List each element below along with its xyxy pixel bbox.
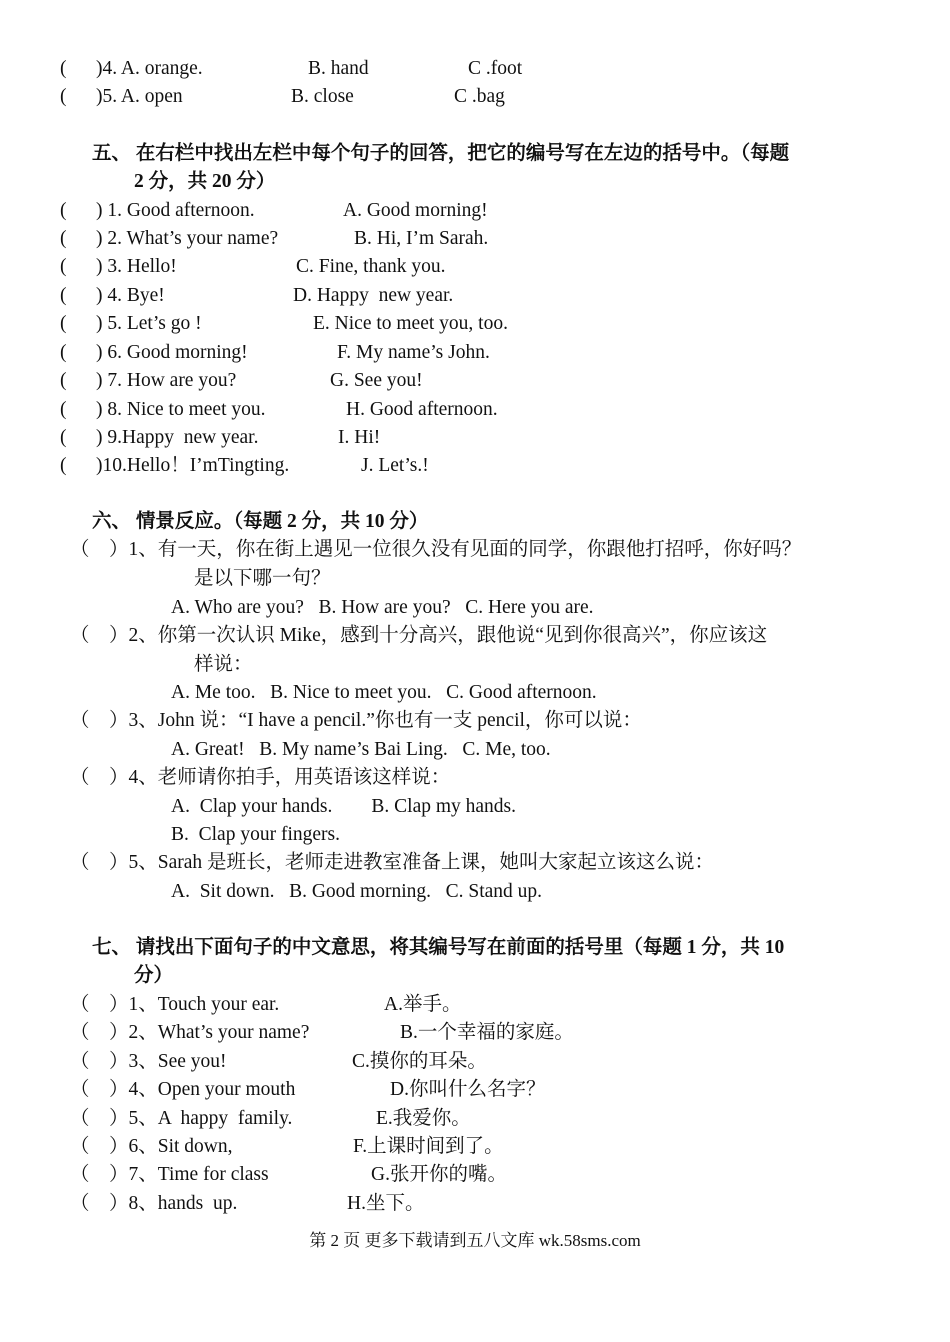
section-7-title: 七、 请找出下面句子的中文意思，将其编号写在前面的括号里（每题 1 分，共 10 [92, 937, 785, 958]
left-sentence: ) 1. Good afternoon. [96, 200, 255, 221]
right-answer: G. See you! [330, 370, 423, 391]
option-b: B. hand [308, 58, 369, 79]
left-sentence: ) 8. Nice to meet you. [96, 399, 266, 420]
paren: ( [60, 285, 67, 306]
left-sentence: （ ）5、A happy family. [70, 1108, 293, 1129]
left-sentence: ) 5. Let’s go ! [96, 313, 202, 334]
question-text: )4. A. orange. [96, 58, 203, 79]
left-sentence: ) 7. How are you? [96, 370, 237, 391]
question-2-cont: 样说： [194, 654, 253, 675]
left-sentence: ) 6. Good morning! [96, 342, 248, 363]
right-meaning: H.坐下。 [347, 1193, 425, 1214]
question-2-options: A. Me too. B. Nice to meet you. C. Good afternoon. [171, 682, 597, 703]
paren: ( [60, 342, 67, 363]
right-answer: D. Happy new year. [293, 285, 454, 306]
question-5-options: A. Sit down. B. Good morning. C. Stand up. [171, 881, 543, 902]
left-sentence: ) 2. What’s your name? [96, 228, 279, 249]
paren: ( [60, 370, 67, 391]
question-2: （ ）2、你第一次认识 Mike，感到十分高兴，跟他说“见到你很高兴”，你应该这 [70, 625, 768, 646]
paren: ( [60, 427, 67, 448]
question-3: （ ）3、John 说：“I have a pencil.”你也有一支 pencil，你可以说： [70, 710, 642, 731]
page-footer: 第 2 页 更多下载请到五八文库 wk.58sms.com [309, 1231, 641, 1250]
section-5-title-cont: 2 分，共 20 分） [134, 171, 276, 192]
left-sentence: ) 9.Happy new year. [96, 427, 259, 448]
section-7-title-cont: 分） [134, 965, 174, 986]
right-meaning: F.上课时间到了。 [353, 1136, 504, 1157]
question-4-options-cont: B. Clap your fingers. [171, 824, 340, 845]
right-meaning: E.我爱你。 [376, 1108, 471, 1129]
question-5: （ ）5、Sarah 是班长，老师走进教室准备上课，她叫大家起立该这么说： [70, 852, 715, 873]
left-sentence: （ ）7、Time for class [70, 1164, 269, 1185]
right-answer: H. Good afternoon. [346, 399, 498, 420]
option-c: C .foot [468, 58, 523, 79]
right-answer: C. Fine, thank you. [296, 256, 446, 277]
question-1-cont: 是以下哪一句？ [194, 568, 331, 589]
section-6-title: 六、 情景反应。（每题 2 分，共 10 分） [92, 511, 429, 532]
right-meaning: A.举手。 [384, 994, 462, 1015]
left-sentence: （ ）1、Touch your ear. [70, 994, 280, 1015]
left-sentence: （ ）3、See you! [70, 1051, 227, 1072]
question-1-options: A. Who are you? B. How are you? C. Here you are. [171, 597, 594, 618]
right-answer: F. My name’s John. [337, 342, 490, 363]
right-meaning: G.张开你的嘴。 [371, 1164, 507, 1185]
left-sentence: （ ）6、Sit down, [70, 1136, 233, 1157]
paren: ( [60, 399, 67, 420]
paren: ( [60, 228, 67, 249]
option-b: B. close [291, 86, 354, 107]
option-c: C .bag [454, 86, 505, 107]
paren: ( [60, 86, 67, 107]
right-answer: A. Good morning! [343, 200, 488, 221]
paren: ( [60, 200, 67, 221]
question-3-options: A. Great! B. My name’s Bai Ling. C. Me, too. [171, 739, 551, 760]
paren: ( [60, 58, 67, 79]
right-meaning: C.摸你的耳朵。 [352, 1051, 487, 1072]
section-5-title: 五、 在右栏中找出左栏中每个句子的回答，把它的编号写在左边的括号中。（每题 [92, 143, 790, 164]
right-answer: I. Hi! [338, 427, 381, 448]
paren: ( [60, 313, 67, 334]
left-sentence: ) 3. Hello! [96, 256, 177, 277]
question-4: （ ）4、老师请你拍手，用英语该这样说： [70, 767, 451, 788]
paren: ( [60, 455, 67, 476]
right-answer: E. Nice to meet you, too. [313, 313, 508, 334]
left-sentence: ) 4. Bye! [96, 285, 165, 306]
left-sentence: （ ）8、hands up. [70, 1193, 238, 1214]
right-answer: J. Let’s.! [361, 455, 429, 476]
right-meaning: B.一个幸福的家庭。 [400, 1022, 574, 1043]
question-1: （ ）1、有一天，你在街上遇见一位很久没有见面的同学，你跟他打招呼，你好吗？ [70, 539, 802, 560]
right-answer: B. Hi, I’m Sarah. [354, 228, 489, 249]
left-sentence: )10.Hello！I’mTingting. [96, 455, 290, 476]
right-meaning: D.你叫什么名字？ [390, 1079, 546, 1100]
left-sentence: （ ）2、What’s your name? [70, 1022, 310, 1043]
question-text: )5. A. open [96, 86, 183, 107]
left-sentence: （ ）4、Open your mouth [70, 1079, 296, 1100]
question-4-options: A. Clap your hands. B. Clap my hands. [171, 796, 517, 817]
paren: ( [60, 256, 67, 277]
